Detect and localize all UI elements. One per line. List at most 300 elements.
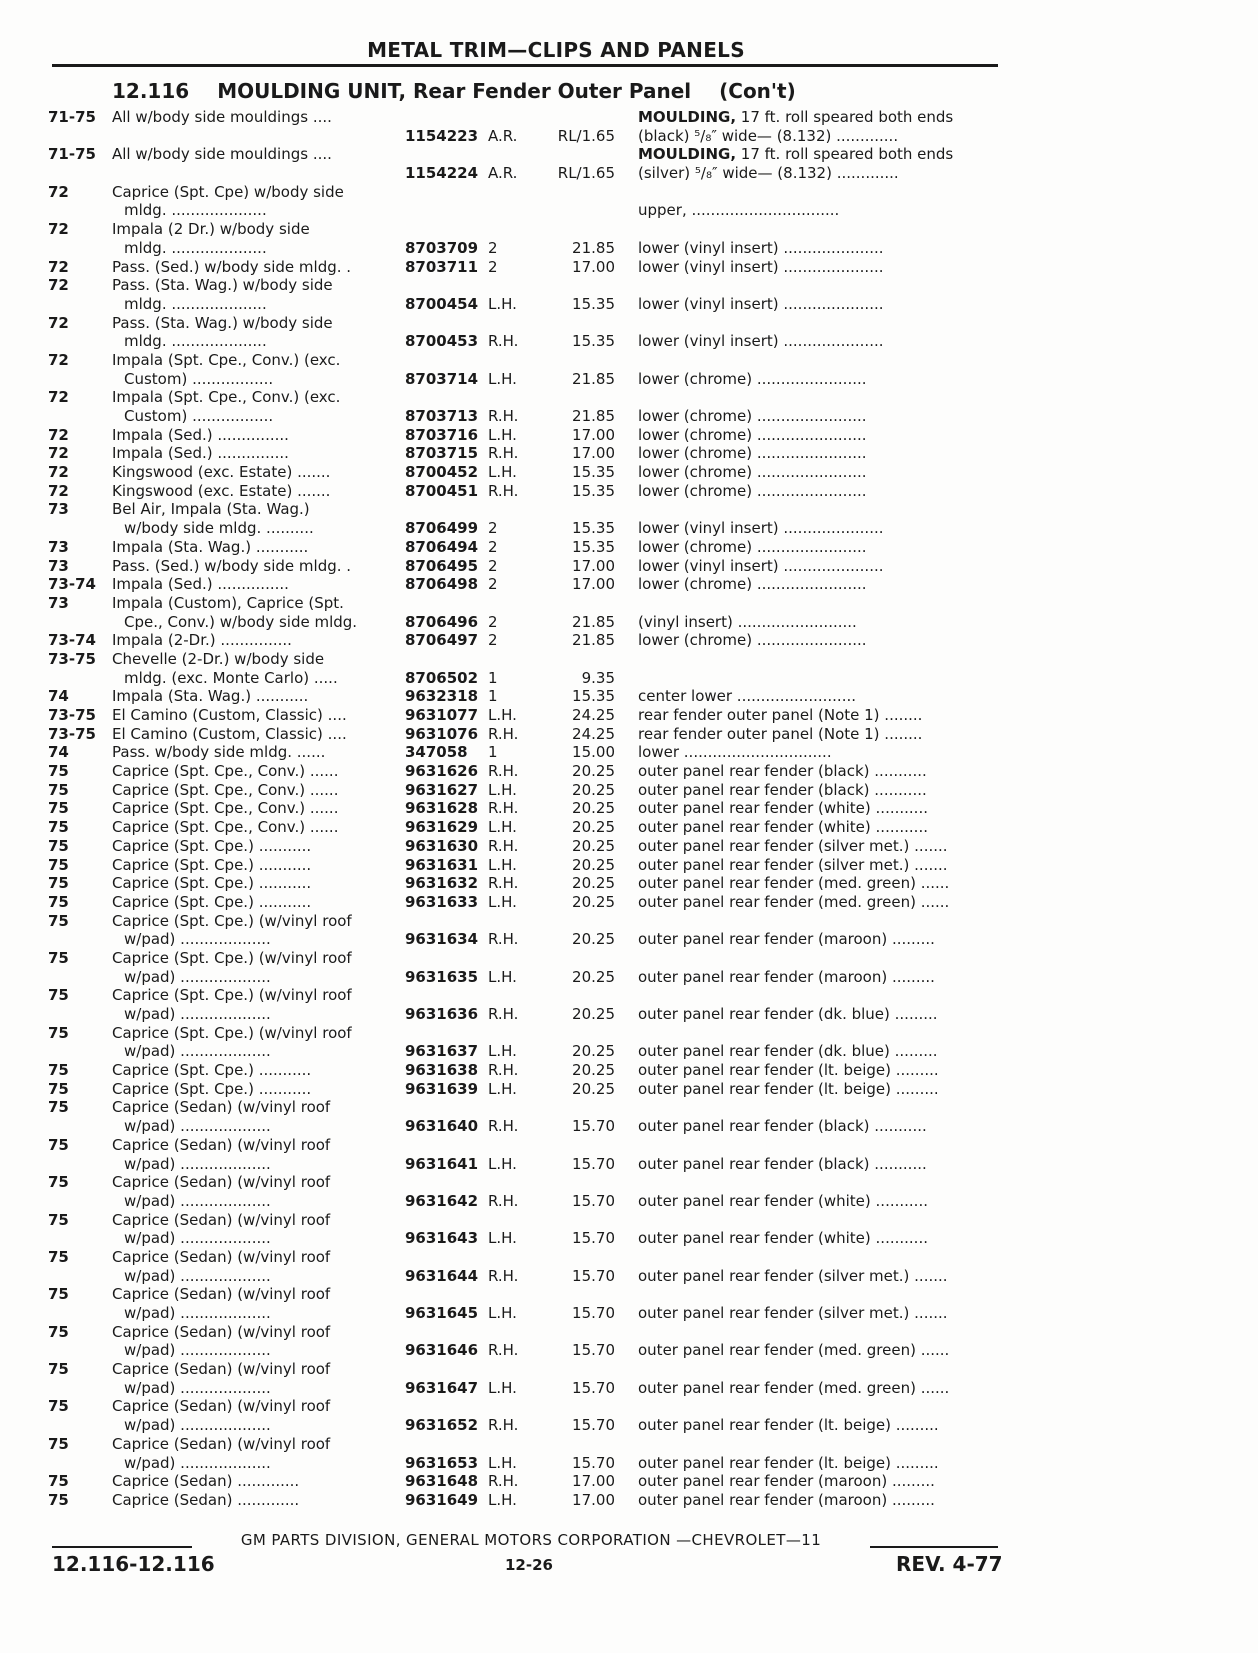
- table-row: [0, 650, 1000, 687]
- note-cell: [638, 1304, 1000, 1323]
- part-number-cell: 9631647: [405, 1378, 479, 1397]
- price-cell: 17.00: [572, 1472, 615, 1491]
- note-text: outer panel rear fender (white) ...........: [638, 1229, 928, 1248]
- note-text: lower (vinyl insert) .....................: [638, 257, 884, 276]
- note-cell: [638, 295, 1000, 314]
- year-cell: 75: [48, 780, 69, 799]
- quantity-cell: L.H.: [488, 1154, 517, 1173]
- row-line: [0, 332, 1000, 351]
- quantity-cell: R.H.: [488, 407, 519, 425]
- part-number-cell: 8700454: [405, 294, 479, 313]
- note-cell: [638, 631, 1000, 650]
- note-cell: [638, 1472, 1000, 1491]
- description-cell: Impala (2 Dr.) w/body side: [112, 220, 310, 239]
- part-number-cell: 9631629: [405, 818, 479, 837]
- note-cell: [638, 1080, 1000, 1099]
- price-cell: 15.00: [572, 743, 615, 762]
- row-line: [0, 183, 1000, 202]
- note-text: outer panel rear fender (dk. blue) .........: [638, 1005, 938, 1023]
- quantity-cell: L.H.: [488, 1378, 517, 1397]
- quantity-cell: R.H.: [488, 1005, 519, 1023]
- year-cell: 75: [48, 1173, 69, 1192]
- quantity-cell: A.R.: [488, 164, 518, 183]
- part-number-cell: 9631637: [405, 1042, 479, 1061]
- note-text: lower (chrome) .......................: [638, 481, 867, 500]
- row-line: [0, 127, 1000, 146]
- note-cell: [638, 706, 1000, 725]
- description-cell: w/pad) ...................: [124, 1266, 271, 1285]
- part-number-cell: 8703716: [405, 425, 479, 444]
- note-cell: [638, 557, 1000, 576]
- year-cell: 75: [48, 855, 69, 874]
- quantity-cell: 2: [488, 257, 498, 276]
- note-cell: [638, 968, 1000, 987]
- quantity-cell: 2: [488, 519, 498, 538]
- price-cell: 15.35: [572, 481, 615, 500]
- note-text: outer panel rear fender (lt. beige) .........: [638, 1453, 939, 1472]
- row-line: [0, 388, 1000, 407]
- row-line: [0, 706, 1000, 725]
- table-row: [0, 837, 1000, 856]
- row-line: [0, 1136, 1000, 1155]
- price-cell: 20.25: [572, 1061, 615, 1080]
- part-number-cell: 9631652: [405, 1416, 479, 1435]
- quantity-cell: L.H.: [488, 1079, 517, 1098]
- row-line: [0, 650, 1000, 669]
- year-cell: 75: [48, 986, 69, 1005]
- year-cell: 75: [48, 911, 69, 930]
- price-cell: RL/1.65: [557, 164, 615, 183]
- note-cell: [638, 332, 1000, 351]
- year-cell: 75: [48, 1135, 69, 1154]
- note-cell: [638, 1267, 1000, 1286]
- quantity-cell: L.H.: [488, 1229, 517, 1248]
- description-cell: mldg. ....................: [124, 201, 267, 220]
- description-cell: Caprice (Spt. Cpe.) ...........: [112, 855, 312, 874]
- note-text: outer panel rear fender (maroon) .........: [638, 967, 935, 986]
- price-cell: 15.70: [572, 1117, 615, 1136]
- note-text: lower (vinyl insert) .....................: [638, 238, 884, 257]
- quantity-cell: L.H.: [488, 425, 517, 444]
- note-text: outer panel rear fender (maroon) .........: [638, 1490, 935, 1509]
- price-cell: 17.00: [572, 1490, 615, 1509]
- table-row: [0, 1061, 1000, 1080]
- table-row: [0, 594, 1000, 631]
- quantity-cell: R.H.: [488, 481, 519, 500]
- year-cell: 75: [48, 1434, 69, 1453]
- part-number-cell: 9631632: [405, 874, 479, 893]
- quantity-cell: 2: [488, 238, 498, 257]
- quantity-cell: R.H.: [488, 930, 519, 949]
- row-line: [0, 482, 1000, 501]
- section-number: 12.116: [112, 79, 190, 103]
- row-line: [0, 725, 1000, 744]
- row-line: [0, 968, 1000, 987]
- description-cell: mldg. ....................: [124, 294, 267, 313]
- part-number-cell: 9631640: [405, 1117, 479, 1136]
- part-number-cell: 9631649: [405, 1490, 479, 1509]
- table-row: [0, 1211, 1000, 1248]
- table-row: [0, 1285, 1000, 1322]
- note-cell: [638, 127, 1000, 146]
- row-line: [0, 295, 1000, 314]
- row-line: [0, 818, 1000, 837]
- note-text: 17 ft. roll speared both ends: [740, 108, 954, 126]
- table-row: [0, 1024, 1000, 1061]
- note-text: (black) ⁵/₈″ wide— (8.132) .............: [638, 126, 899, 145]
- part-number-cell: 9631634: [405, 930, 479, 949]
- description-cell: Impala (Sed.) ...............: [112, 575, 289, 594]
- price-cell: 20.25: [572, 762, 615, 781]
- note-text: lower (chrome) .......................: [638, 537, 867, 556]
- description-cell: All w/body side mouldings ....: [112, 145, 332, 164]
- parts-table: [0, 108, 1000, 1510]
- footer-rule-right: [870, 1546, 998, 1548]
- description-cell: Caprice (Sedan) .............: [112, 1472, 300, 1491]
- row-line: [0, 1117, 1000, 1136]
- table-row: [0, 388, 1000, 425]
- row-line: [0, 1229, 1000, 1248]
- price-cell: 20.25: [572, 799, 615, 818]
- row-line: [0, 351, 1000, 370]
- description-cell: w/pad) ...................: [124, 1378, 271, 1397]
- note-cell: [638, 1341, 1000, 1360]
- note-text: outer panel rear fender (silver met.) .......: [638, 836, 948, 855]
- description-cell: Caprice (Spt. Cpe.) (w/vinyl roof: [112, 1023, 352, 1042]
- year-cell: 75: [48, 1285, 69, 1304]
- row-line: [0, 444, 1000, 463]
- part-number-cell: 8700453: [405, 332, 479, 351]
- description-cell: Caprice (Spt. Cpe., Conv.) ......: [112, 762, 339, 781]
- description-cell: Caprice (Sedan) (w/vinyl roof: [112, 1247, 331, 1266]
- price-cell: 20.25: [572, 780, 615, 799]
- year-cell: 72: [48, 350, 69, 369]
- section-continued: (Con't): [719, 79, 796, 103]
- row-line: [0, 407, 1000, 426]
- part-number-cell: 9631642: [405, 1191, 479, 1210]
- description-cell: Custom) .................: [124, 407, 274, 425]
- price-cell: 15.70: [572, 1229, 615, 1248]
- table-row: [0, 258, 1000, 277]
- table-row: [0, 500, 1000, 537]
- note-cell: [638, 239, 1000, 258]
- description-cell: w/body side mldg. ..........: [124, 519, 314, 538]
- quantity-cell: 2: [488, 537, 498, 556]
- note-cell: [638, 538, 1000, 557]
- row-line: [0, 1379, 1000, 1398]
- quantity-cell: A.R.: [488, 126, 518, 145]
- part-number-cell: 9631630: [405, 836, 479, 855]
- year-cell: 73-75: [48, 724, 96, 743]
- footer-publisher: GM PARTS DIVISION, GENERAL MOTORS CORPORATION —CHEVROLET—11: [240, 1531, 822, 1549]
- note-text: outer panel rear fender (med. green) ......: [638, 1378, 950, 1397]
- row-line: [0, 1323, 1000, 1342]
- row-line: [0, 912, 1000, 931]
- description-cell: Caprice (Sedan) (w/vinyl roof: [112, 1173, 331, 1192]
- row-line: [0, 1192, 1000, 1211]
- description-cell: w/pad) ...................: [124, 1229, 271, 1248]
- year-cell: 72: [48, 481, 69, 500]
- description-cell: Custom) .................: [124, 369, 274, 388]
- description-cell: w/pad) ...................: [124, 1154, 271, 1173]
- row-line: [0, 314, 1000, 333]
- quantity-cell: R.H.: [488, 874, 519, 893]
- quantity-cell: 1: [488, 743, 498, 762]
- year-cell: 75: [48, 1322, 69, 1341]
- year-cell: 72: [48, 388, 69, 407]
- note-cell: [638, 201, 1000, 220]
- quantity-cell: R.H.: [488, 1472, 519, 1491]
- table-row: [0, 1136, 1000, 1173]
- row-line: [0, 1304, 1000, 1323]
- note-text: 17 ft. roll speared both ends: [740, 145, 954, 164]
- note-cell: [638, 108, 1000, 127]
- quantity-cell: L.H.: [488, 855, 517, 874]
- year-cell: 75: [48, 1098, 69, 1117]
- price-cell: 20.25: [572, 874, 615, 893]
- quantity-cell: R.H.: [488, 1117, 519, 1136]
- year-cell: 74: [48, 687, 69, 706]
- row-line: [0, 1042, 1000, 1061]
- year-cell: 75: [48, 1079, 69, 1098]
- note-cell: [638, 1416, 1000, 1435]
- row-line: [0, 1416, 1000, 1435]
- row-line: [0, 463, 1000, 482]
- description-cell: Caprice (Sedan) (w/vinyl roof: [112, 1322, 331, 1341]
- row-line: [0, 1397, 1000, 1416]
- year-cell: 72: [48, 257, 69, 276]
- note-text: lower (vinyl insert) .....................: [638, 294, 884, 313]
- description-cell: Impala (Sta. Wag.) ...........: [112, 537, 309, 556]
- quantity-cell: R.H.: [488, 762, 519, 781]
- price-cell: 24.25: [572, 706, 615, 724]
- note-cell: [638, 444, 1000, 463]
- note-cell: [638, 1454, 1000, 1473]
- part-number-cell: 8703715: [405, 444, 479, 463]
- part-number-cell: 8703714: [405, 369, 479, 388]
- description-cell: Impala (Sed.) ...............: [112, 425, 289, 444]
- description-cell: Caprice (Spt. Cpe.) (w/vinyl roof: [112, 986, 352, 1005]
- description-cell: w/pad) ...................: [124, 930, 271, 949]
- part-number-cell: 8703713: [405, 407, 479, 425]
- table-row: [0, 1491, 1000, 1510]
- price-cell: 20.25: [572, 1005, 615, 1023]
- year-cell: 72: [48, 182, 69, 201]
- note-keyword: MOULDING,: [638, 145, 737, 164]
- year-cell: 75: [48, 1490, 69, 1509]
- description-cell: Caprice (Spt. Cpe.) ...........: [112, 1079, 312, 1098]
- part-number-cell: 9631645: [405, 1304, 479, 1322]
- table-row: [0, 482, 1000, 501]
- note-text: outer panel rear fender (dk. blue) .........: [638, 1042, 938, 1061]
- price-cell: 17.00: [572, 444, 615, 463]
- table-row: [0, 1248, 1000, 1285]
- part-number-cell: 8706495: [405, 556, 479, 575]
- table-row: [0, 463, 1000, 482]
- note-cell: [638, 1229, 1000, 1248]
- row-line: [0, 1341, 1000, 1360]
- table-row: [0, 799, 1000, 818]
- footer-revision: REV. 4-77: [896, 1552, 1003, 1576]
- table-row: [0, 538, 1000, 557]
- row-line: [0, 1024, 1000, 1043]
- note-text: outer panel rear fender (med. green) ......: [638, 874, 950, 893]
- quantity-cell: R.H.: [488, 1341, 519, 1360]
- year-cell: 73: [48, 556, 69, 575]
- part-number-cell: 8706502: [405, 668, 479, 687]
- note-text: lower (chrome) .......................: [638, 631, 867, 650]
- description-cell: Impala (Custom), Caprice (Spt.: [112, 593, 344, 612]
- row-line: [0, 893, 1000, 912]
- description-cell: mldg. (exc. Monte Carlo) .....: [124, 668, 338, 687]
- note-text: outer panel rear fender (black) ...........: [638, 762, 927, 781]
- description-cell: Chevelle (2-Dr.) w/body side: [112, 649, 325, 668]
- description-cell: Pass. (Sed.) w/body side mldg. .: [112, 257, 352, 276]
- row-line: [0, 781, 1000, 800]
- description-cell: Caprice (Spt. Cpe., Conv.) ......: [112, 780, 339, 799]
- section-title: MOULDING UNIT, Rear Fender Outer Panel: [217, 79, 692, 103]
- note-cell: [638, 1117, 1000, 1136]
- note-cell: [638, 1192, 1000, 1211]
- part-number-cell: 9631636: [405, 1005, 479, 1023]
- quantity-cell: L.H.: [488, 294, 517, 313]
- year-cell: 75: [48, 1061, 69, 1080]
- table-row: [0, 1397, 1000, 1434]
- table-row: [0, 426, 1000, 445]
- part-number-cell: 9631627: [405, 780, 479, 799]
- quantity-cell: 1: [488, 687, 498, 706]
- table-row: [0, 351, 1000, 388]
- description-cell: w/pad) ...................: [124, 1341, 271, 1360]
- description-cell: w/pad) ...................: [124, 1191, 271, 1210]
- year-cell: 73: [48, 500, 69, 519]
- note-text: center lower .........................: [638, 687, 857, 706]
- table-row: [0, 949, 1000, 986]
- quantity-cell: R.H.: [488, 332, 519, 351]
- note-text: outer panel rear fender (maroon) .........: [638, 930, 935, 949]
- description-cell: El Camino (Custom, Classic) ....: [112, 706, 347, 724]
- note-cell: [638, 874, 1000, 893]
- note-text: outer panel rear fender (lt. beige) .........: [638, 1416, 939, 1435]
- note-text: outer panel rear fender (silver met.) .......: [638, 1266, 948, 1285]
- quantity-cell: 2: [488, 631, 498, 650]
- table-row: [0, 1173, 1000, 1210]
- price-cell: 17.00: [572, 575, 615, 594]
- description-cell: Caprice (Sedan) (w/vinyl roof: [112, 1360, 331, 1379]
- note-cell: [638, 743, 1000, 762]
- price-cell: 20.25: [572, 1042, 615, 1061]
- table-row: [0, 314, 1000, 351]
- note-keyword: MOULDING,: [638, 108, 737, 126]
- table-row: [0, 1080, 1000, 1099]
- year-cell: 75: [48, 1210, 69, 1229]
- row-line: [0, 500, 1000, 519]
- table-row: [0, 1435, 1000, 1472]
- table-row: [0, 575, 1000, 594]
- quantity-cell: R.H.: [488, 1191, 519, 1210]
- year-cell: 75: [48, 1360, 69, 1379]
- quantity-cell: 2: [488, 612, 498, 631]
- table-row: [0, 1323, 1000, 1360]
- part-number-cell: 9631638: [405, 1061, 479, 1080]
- description-cell: Pass. w/body side mldg. ......: [112, 743, 326, 762]
- row-line: [0, 575, 1000, 594]
- note-cell: [638, 575, 1000, 594]
- note-text: outer panel rear fender (white) ...........: [638, 818, 928, 837]
- part-number-cell: 9631077: [405, 706, 479, 724]
- part-number-cell: 8703711: [405, 257, 479, 276]
- table-row: [0, 986, 1000, 1023]
- row-line: [0, 687, 1000, 706]
- row-line: [0, 799, 1000, 818]
- note-text: outer panel rear fender (white) ...........: [638, 1191, 928, 1210]
- part-number-cell: 8706499: [405, 519, 479, 538]
- note-text: lower (vinyl insert) .....................: [638, 332, 884, 351]
- row-line: [0, 1435, 1000, 1454]
- part-number-cell: 8706498: [405, 575, 479, 594]
- price-cell: 20.25: [572, 855, 615, 874]
- row-line: [0, 276, 1000, 295]
- part-number-cell: 9631626: [405, 762, 479, 781]
- note-cell: [638, 930, 1000, 949]
- quantity-cell: L.H.: [488, 1304, 517, 1322]
- description-cell: Caprice (Spt. Cpe.) (w/vinyl roof: [112, 948, 352, 967]
- year-cell: 72: [48, 444, 69, 463]
- table-row: [0, 743, 1000, 762]
- quantity-cell: L.H.: [488, 967, 517, 986]
- row-line: [0, 519, 1000, 538]
- description-cell: Impala (Spt. Cpe., Conv.) (exc.: [112, 350, 341, 369]
- quantity-cell: 2: [488, 556, 498, 575]
- note-text: lower (chrome) .......................: [638, 407, 867, 425]
- year-cell: 75: [48, 1397, 69, 1416]
- part-number-cell: 9631653: [405, 1453, 479, 1472]
- row-line: [0, 239, 1000, 258]
- part-number-cell: 9631648: [405, 1472, 479, 1491]
- note-text: lower (vinyl insert) .....................: [638, 519, 884, 538]
- footer-rule-left: [52, 1546, 192, 1548]
- table-row: [0, 874, 1000, 893]
- quantity-cell: R.H.: [488, 1061, 519, 1080]
- row-line: [0, 1491, 1000, 1510]
- description-cell: Cpe., Conv.) w/body side mldg.: [124, 612, 358, 631]
- price-cell: 15.35: [572, 519, 615, 538]
- row-line: [0, 1285, 1000, 1304]
- table-row: [0, 856, 1000, 875]
- table-row: [0, 444, 1000, 463]
- price-cell: 15.35: [572, 537, 615, 556]
- row-line: [0, 1061, 1000, 1080]
- price-cell: 21.85: [572, 238, 615, 257]
- note-text: outer panel rear fender (lt. beige) .........: [638, 1079, 939, 1098]
- quantity-cell: L.H.: [488, 818, 517, 837]
- price-cell: 20.25: [572, 892, 615, 911]
- description-cell: Caprice (Spt. Cpe.) ...........: [112, 1061, 312, 1080]
- year-cell: 75: [48, 948, 69, 967]
- price-cell: 15.70: [572, 1378, 615, 1397]
- row-line: [0, 1248, 1000, 1267]
- description-cell: Caprice (Spt. Cpe., Conv.) ......: [112, 818, 339, 837]
- row-line: [0, 669, 1000, 688]
- year-cell: 73-74: [48, 575, 96, 594]
- note-cell: [638, 407, 1000, 426]
- quantity-cell: R.H.: [488, 1416, 519, 1435]
- description-cell: El Camino (Custom, Classic) ....: [112, 724, 347, 743]
- description-cell: Caprice (Spt. Cpe.) ...........: [112, 892, 312, 911]
- year-cell: 75: [48, 892, 69, 911]
- table-row: [0, 557, 1000, 576]
- quantity-cell: L.H.: [488, 780, 517, 799]
